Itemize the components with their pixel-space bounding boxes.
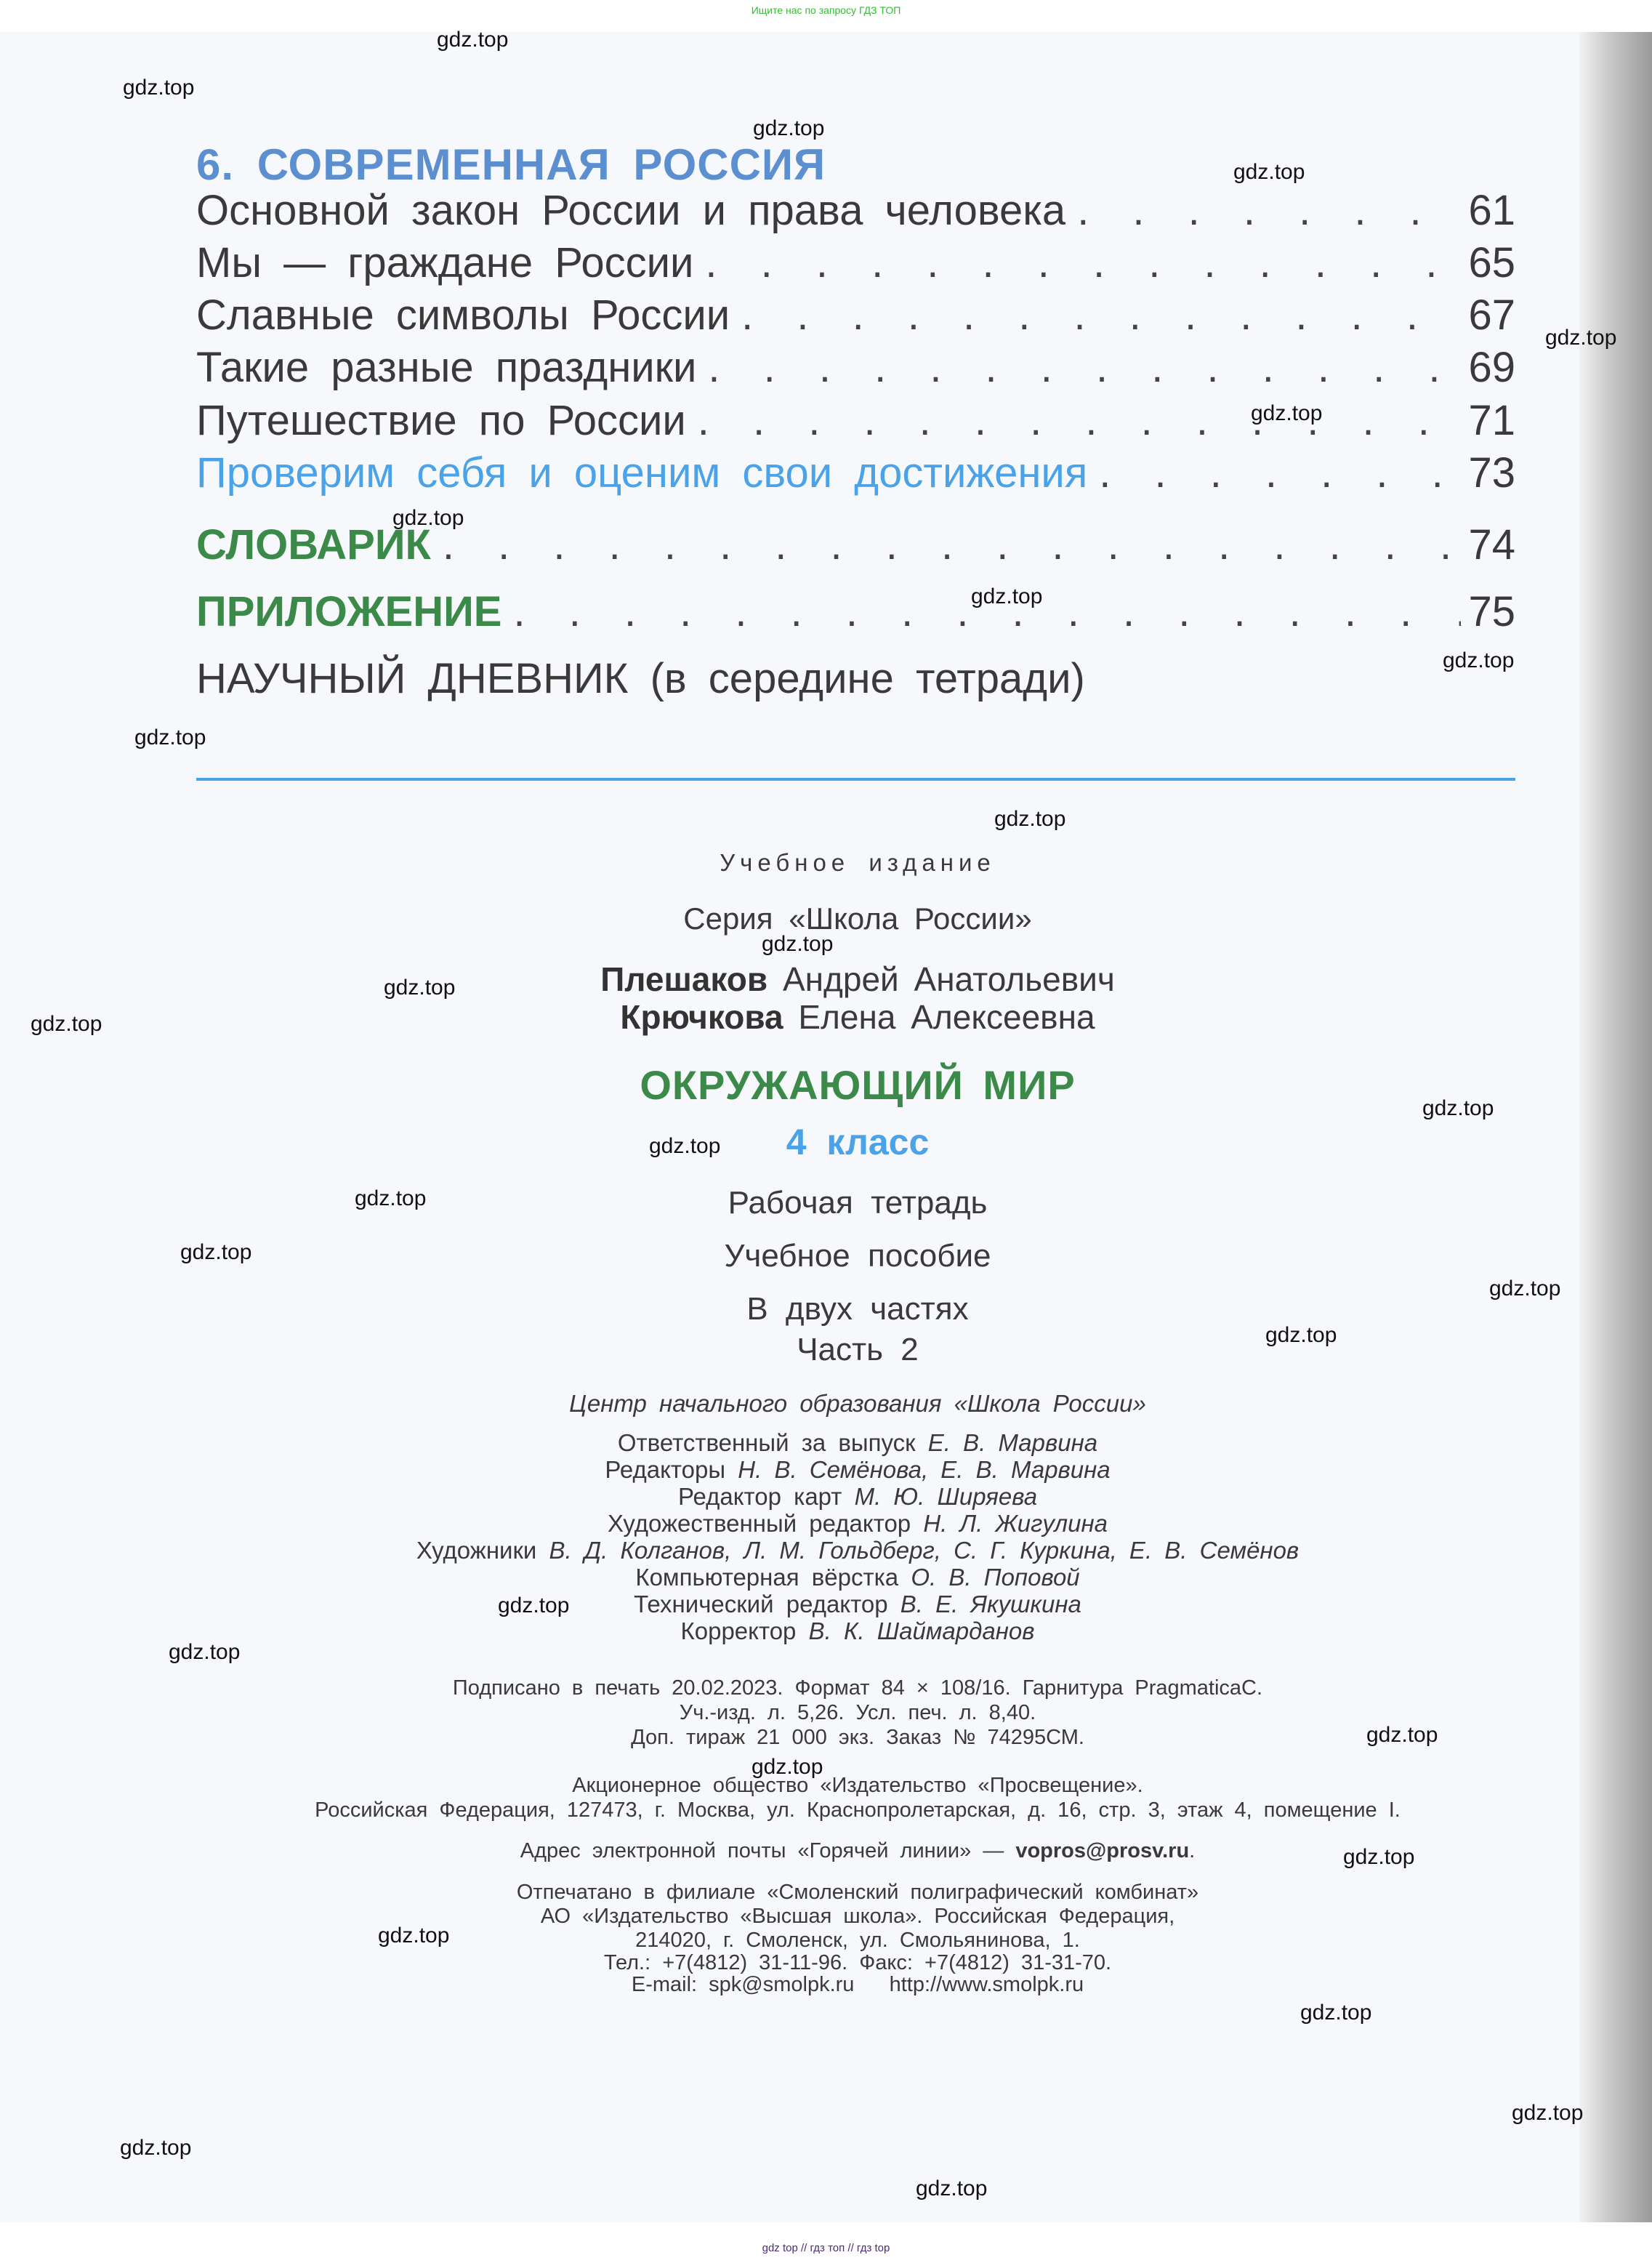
toc-leader — [741, 291, 1461, 339]
toc-leader — [698, 396, 1462, 445]
watermark: gdz.top — [123, 76, 195, 100]
toc-label: Основной закон России и права человека — [196, 187, 1066, 234]
watermark: gdz.top — [753, 116, 825, 140]
watermark: gdz.top — [971, 584, 1043, 608]
watermark: gdz.top — [1512, 2101, 1584, 2125]
credit-line — [0, 1564, 1652, 1591]
credit-role: Технический редактор — [634, 1591, 888, 1617]
credit-role: Корректор — [680, 1617, 797, 1644]
author-surname: Плешаков — [600, 960, 768, 998]
print-info: Уч.-изд. л. 5,26. Усл. печ. л. 8,40. — [679, 1701, 1036, 1724]
toc-page: 75 — [1468, 588, 1515, 635]
watermark: gdz.top — [1300, 2001, 1372, 2025]
credit-line — [0, 1537, 1652, 1564]
toc-page: 73 — [1468, 449, 1515, 497]
toc-label: НАУЧНЫЙ ДНЕВНИК (в середине тетради) — [196, 655, 1085, 702]
watermark: gdz.top — [384, 976, 456, 1000]
watermark: gdz.top — [1545, 326, 1617, 350]
toc-item[interactable] — [196, 238, 1515, 287]
toc-item[interactable] — [196, 291, 1515, 339]
credit-line — [0, 1591, 1652, 1618]
printer: Отпечатано в филиале «Смоленский полиграфический комбинат» — [516, 1881, 1199, 1904]
credit-line — [0, 1510, 1652, 1538]
watermark: gdz.top — [498, 1593, 570, 1617]
author — [0, 960, 1652, 999]
hotline-label: Адрес электронной почты «Горячей линии» — — [520, 1839, 1004, 1862]
credit-names: О. В. Поповой — [911, 1564, 1080, 1591]
watermark: gdz.top — [1251, 401, 1323, 425]
watermark: gdz.top — [752, 1755, 823, 1779]
footer-note: gdz top // гдз топ // гдз top — [762, 2242, 890, 2254]
education-center: Центр начального образования «Школа России» — [569, 1390, 1146, 1417]
watermark: gdz.top — [1343, 1845, 1415, 1869]
toc-label: Мы — граждане России — [196, 239, 694, 286]
watermark: gdz.top — [1233, 160, 1305, 184]
subtitle: Часть 2 — [797, 1332, 919, 1367]
toc-item-appendix[interactable] — [196, 587, 1515, 636]
toc-item-self-check[interactable] — [196, 449, 1515, 497]
credit-line — [0, 1429, 1652, 1457]
toc-leader — [1077, 186, 1461, 235]
watermark: gdz.top — [762, 932, 834, 956]
credit-role: Редактор карт — [677, 1483, 842, 1510]
watermark: gdz.top — [916, 2176, 988, 2200]
toc-label: Путешествие по России — [196, 397, 686, 444]
credit-role: Компьютерная вёрстка — [635, 1564, 899, 1591]
toc-page: 74 — [1468, 521, 1515, 568]
watermark: gdz.top — [169, 1640, 241, 1664]
subtitle: Рабочая тетрадь — [728, 1185, 988, 1221]
toc-label: Проверим себя и оценим свои достижения — [196, 449, 1088, 497]
credit-names: Е. В. Марвина — [927, 1429, 1098, 1456]
toc-leader — [708, 343, 1461, 392]
toc-label: ПРИЛОЖЕНИЕ — [196, 588, 502, 635]
printer: АО «Издательство «Высшая школа». Российская Федерация, — [540, 1905, 1175, 1928]
toc-page: 61 — [1468, 187, 1515, 234]
toc-label: СЛОВАРИК — [196, 521, 431, 568]
publisher: Акционерное общество «Издательство «Просвещение». — [572, 1774, 1143, 1797]
author-name: Андрей Анатольевич — [782, 960, 1115, 998]
subtitle: В двух частях — [746, 1291, 969, 1327]
toc-label: Такие разные праздники — [196, 344, 697, 391]
watermark: gdz.top — [378, 1924, 450, 1948]
credit-line — [0, 1456, 1652, 1484]
toc-item-diary[interactable] — [196, 654, 1515, 703]
watermark: gdz.top — [120, 2136, 192, 2160]
toc-page: 65 — [1468, 239, 1515, 286]
edition-type: Учебное издание — [720, 849, 996, 876]
watermark: gdz.top — [355, 1186, 427, 1210]
toc-item[interactable] — [196, 343, 1515, 392]
credit-role: Художественный редактор — [608, 1510, 911, 1537]
credit-role: Художники — [416, 1537, 537, 1564]
toc-leader — [443, 520, 1462, 569]
credit-role: Ответственный за выпуск — [617, 1429, 916, 1456]
watermark: gdz.top — [134, 725, 206, 749]
toc-page: 71 — [1468, 397, 1515, 444]
watermark: gdz.top — [180, 1240, 252, 1264]
hotline-email[interactable]: vopros@prosv.ru — [1015, 1839, 1190, 1862]
credit-names: В. К. Шаймарданов — [808, 1617, 1035, 1644]
author-name: Елена Алексеевна — [798, 998, 1095, 1036]
author — [0, 997, 1652, 1037]
divider — [196, 778, 1515, 781]
credit-names: Н. В. Семёнова, Е. В. Марвина — [738, 1456, 1111, 1483]
watermark: gdz.top — [994, 807, 1066, 831]
series: Серия «Школа России» — [683, 901, 1032, 936]
credit-line — [0, 1617, 1652, 1645]
credit-line — [0, 1483, 1652, 1511]
watermark: gdz.top — [1443, 648, 1515, 672]
credit-names: М. Ю. Ширяева — [854, 1483, 1038, 1510]
book-title: ОКРУЖАЮЩИЙ МИР — [640, 1062, 1076, 1108]
toc-item[interactable] — [196, 186, 1515, 235]
toc-leader — [705, 238, 1461, 287]
print-info: Подписано в печать 20.02.2023. Формат 84 × 108/16. Гарнитура PragmaticaC. — [452, 1676, 1263, 1700]
toc-page: 69 — [1468, 344, 1515, 391]
watermark: gdz.top — [1265, 1323, 1337, 1347]
printer: Тел.: +7(4812) 31-11-96. Факс: +7(4812) 31-31-70. — [603, 1951, 1112, 1974]
toc-page: 67 — [1468, 292, 1515, 339]
credit-names: В. Д. Колганов, Л. М. Гольдберг, С. Г. Куркина, Е. В. Семёнов — [549, 1537, 1300, 1564]
search-hint: Ищите нас по запросу ГДЗ ТОП — [751, 4, 901, 16]
subtitle: Учебное пособие — [724, 1238, 991, 1274]
print-info: Доп. тираж 21 000 экз. Заказ № 74295СМ. — [631, 1726, 1084, 1749]
printer: E-mail: spk@smolpk.ru http://www.smolpk.ru — [631, 1973, 1084, 1996]
watermark: gdz.top — [1489, 1277, 1561, 1301]
credit-names: В. Е. Якушкина — [900, 1591, 1081, 1617]
hotline-suffix: . — [1189, 1839, 1196, 1862]
credit-role: Редакторы — [605, 1456, 726, 1483]
printer: 214020, г. Смоленск, ул. Смольянинова, 1. — [635, 1929, 1080, 1952]
watermark: gdz.top — [392, 506, 464, 530]
credit-names: Н. Л. Жигулина — [923, 1510, 1108, 1537]
grade: 4 класс — [786, 1122, 930, 1162]
author-surname: Крючкова — [620, 998, 783, 1036]
watermark: gdz.top — [1422, 1096, 1494, 1120]
watermark: gdz.top — [31, 1012, 102, 1036]
toc-leader — [1099, 449, 1461, 497]
publisher: Российская Федерация, 127473, г. Москва, ул. Краснопролетарская, д. 16, стр. 3, этаж 4, помещение I. — [315, 1798, 1401, 1822]
watermark: gdz.top — [649, 1134, 721, 1158]
watermark: gdz.top — [1366, 1723, 1438, 1747]
toc-label: Славные символы России — [196, 292, 730, 339]
watermark: gdz.top — [437, 28, 509, 52]
section-title: 6. СОВРЕМЕННАЯ РОССИЯ — [196, 140, 826, 189]
